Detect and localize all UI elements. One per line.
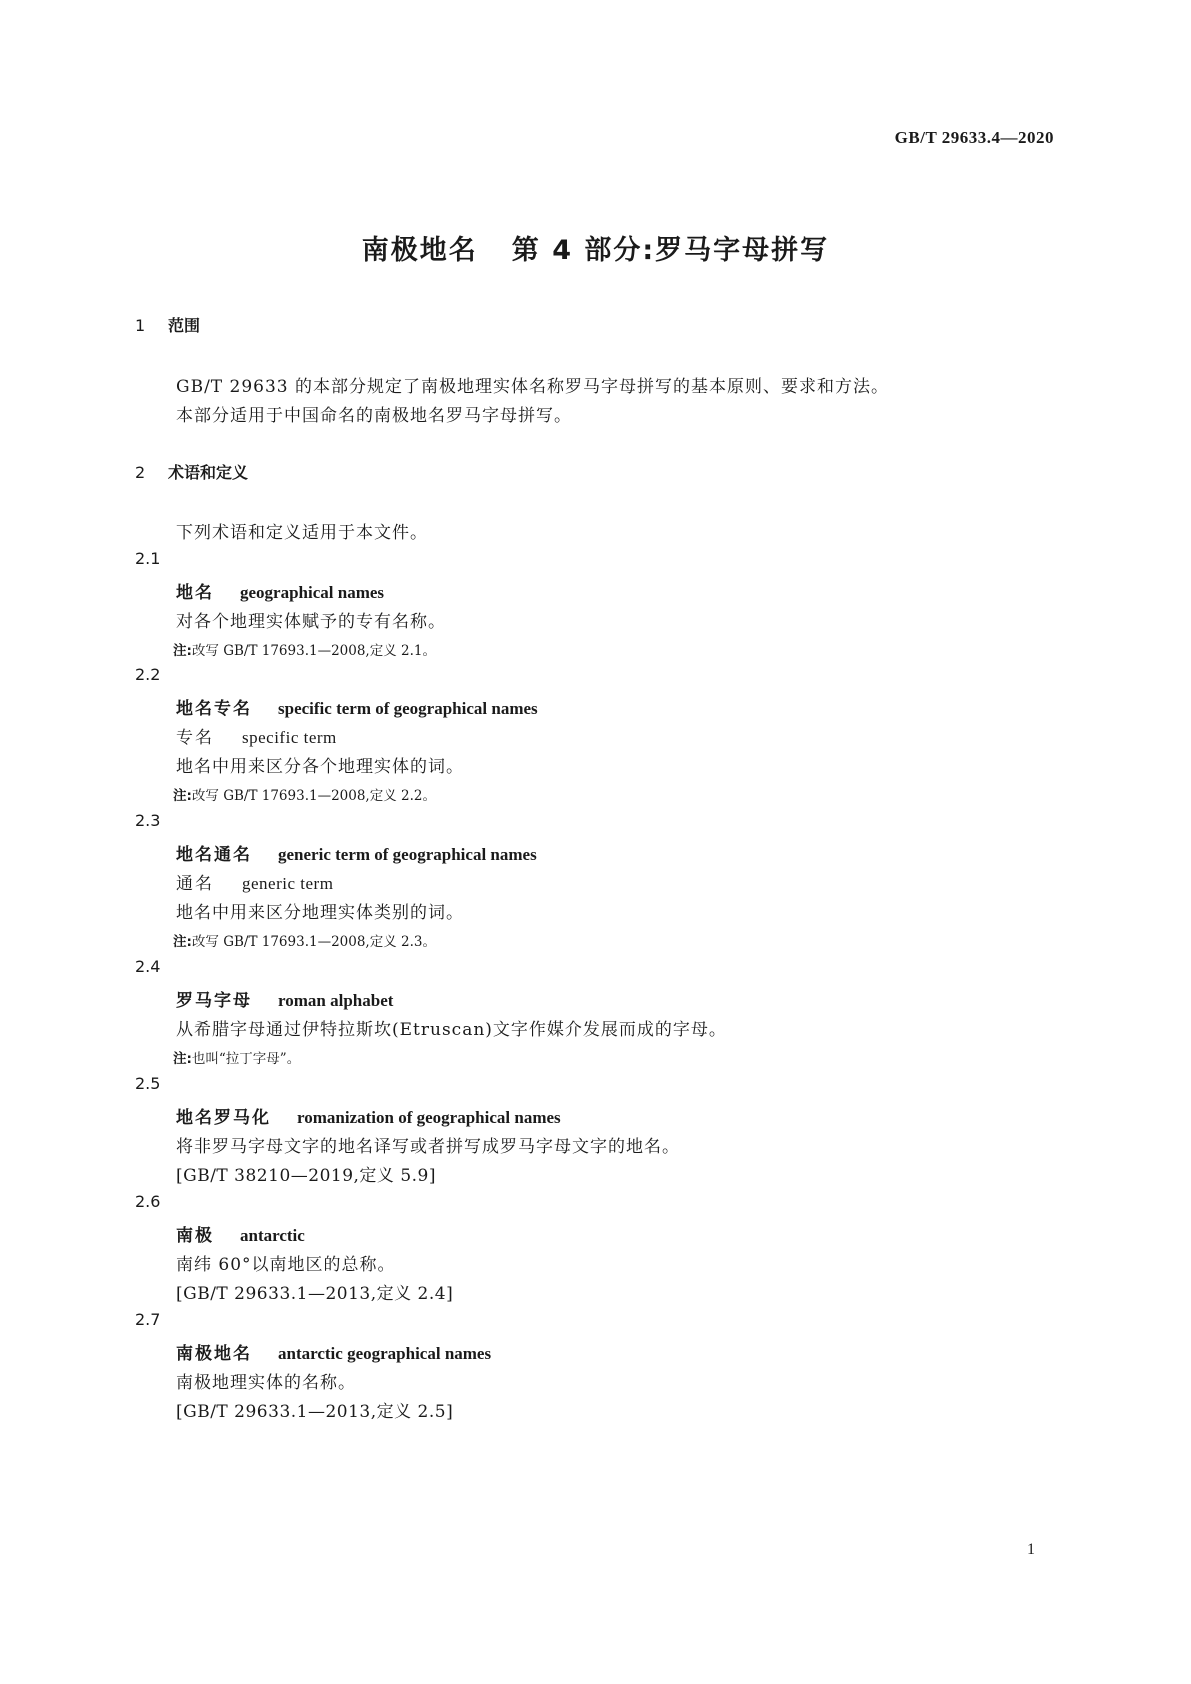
term-synonym bbox=[176, 869, 333, 894]
term-note bbox=[173, 639, 436, 659]
note-label: 注: bbox=[173, 788, 192, 804]
term-definition: 地名中用来区分各个地理实体的词。 bbox=[176, 757, 464, 777]
section-number: 1 bbox=[135, 316, 146, 335]
term-definition: 南极地理实体的名称。 bbox=[176, 1373, 356, 1393]
term-en: specific term of geographical names bbox=[278, 699, 538, 718]
section-title: 范围 bbox=[168, 316, 201, 335]
note-label: 注: bbox=[173, 1051, 192, 1067]
title-part: 第 4 部分:罗马字母拼写 bbox=[511, 235, 830, 266]
term-heading bbox=[176, 986, 393, 1011]
note-text: 改写 GB/T 17693.1—2008,定义 2.1。 bbox=[191, 643, 436, 659]
term-source: [GB/T 29633.1—2013,定义 2.5] bbox=[176, 1402, 454, 1422]
term-number: 2.7 bbox=[135, 1310, 161, 1329]
term-en: antarctic bbox=[240, 1226, 305, 1245]
term-number: 2.5 bbox=[135, 1074, 161, 1093]
section-number: 2 bbox=[135, 463, 146, 482]
term-heading bbox=[176, 1103, 561, 1128]
term-definition: 地名中用来区分地理实体类别的词。 bbox=[176, 903, 464, 923]
section-2-heading bbox=[135, 460, 248, 483]
term-number: 2.2 bbox=[135, 665, 161, 684]
term-zh: 地名罗马化 bbox=[176, 1108, 271, 1128]
term-zh: 南极 bbox=[176, 1226, 214, 1246]
term-en: antarctic geographical names bbox=[278, 1344, 492, 1363]
header-standard-code: GB/T 29633.4—2020 bbox=[894, 128, 1054, 147]
term-heading bbox=[176, 578, 384, 603]
note-label: 注: bbox=[173, 934, 192, 950]
section-title: 术语和定义 bbox=[168, 463, 249, 482]
term-heading bbox=[176, 694, 538, 719]
term-note bbox=[173, 784, 436, 804]
term-en: geographical names bbox=[240, 583, 385, 602]
scope-paragraph-1: GB/T 29633 的本部分规定了南极地理实体名称罗马字母拼写的基本原则、要求和方法。 bbox=[176, 377, 890, 397]
term-note bbox=[173, 930, 436, 950]
term-definition: 将非罗马字母文字的地名译写或者拼写成罗马字母文字的地名。 bbox=[176, 1137, 680, 1157]
term-zh: 南极地名 bbox=[176, 1344, 252, 1364]
term-en: roman alphabet bbox=[278, 991, 394, 1010]
term-zh: 地名通名 bbox=[176, 845, 252, 865]
note-label: 注: bbox=[173, 643, 192, 659]
note-text: 也叫“拉丁字母”。 bbox=[191, 1051, 301, 1067]
term-zh: 地名专名 bbox=[176, 699, 252, 719]
term-heading bbox=[176, 1339, 491, 1364]
note-text: 改写 GB/T 17693.1—2008,定义 2.3。 bbox=[191, 934, 436, 950]
term-en: generic term of geographical names bbox=[278, 845, 537, 864]
title-main: 南极地名 bbox=[361, 235, 478, 266]
term-heading bbox=[176, 840, 537, 865]
term-note bbox=[173, 1047, 300, 1067]
term-source: [GB/T 29633.1—2013,定义 2.4] bbox=[176, 1284, 454, 1304]
term-synonym bbox=[176, 723, 337, 748]
synonym-zh: 专名 bbox=[176, 728, 214, 748]
term-zh: 罗马字母 bbox=[176, 991, 252, 1011]
page-number: 1 bbox=[1027, 1541, 1035, 1558]
synonym-en: specific term bbox=[242, 728, 337, 747]
term-number: 2.6 bbox=[135, 1192, 161, 1211]
term-number: 2.4 bbox=[135, 957, 161, 976]
term-source: [GB/T 38210—2019,定义 5.9] bbox=[176, 1166, 436, 1186]
term-definition: 对各个地理实体赋予的专有名称。 bbox=[176, 612, 446, 632]
term-number: 2.3 bbox=[135, 811, 161, 830]
term-definition: 从希腊字母通过伊特拉斯坎(Etruscan)文字作媒介发展而成的字母。 bbox=[176, 1020, 727, 1040]
term-definition: 南纬 60°以南地区的总称。 bbox=[176, 1255, 396, 1275]
synonym-zh: 通名 bbox=[176, 874, 214, 894]
synonym-en: generic term bbox=[242, 874, 334, 893]
term-number: 2.1 bbox=[135, 549, 161, 568]
term-zh: 地名 bbox=[176, 583, 214, 603]
section-1-heading bbox=[135, 313, 200, 336]
document-title bbox=[0, 228, 1191, 267]
term-en: romanization of geographical names bbox=[297, 1108, 561, 1127]
term-heading bbox=[176, 1221, 305, 1246]
note-text: 改写 GB/T 17693.1—2008,定义 2.2。 bbox=[191, 788, 436, 804]
scope-paragraph-2: 本部分适用于中国命名的南极地名罗马字母拼写。 bbox=[176, 406, 572, 426]
terms-intro: 下列术语和定义适用于本文件。 bbox=[176, 523, 428, 543]
